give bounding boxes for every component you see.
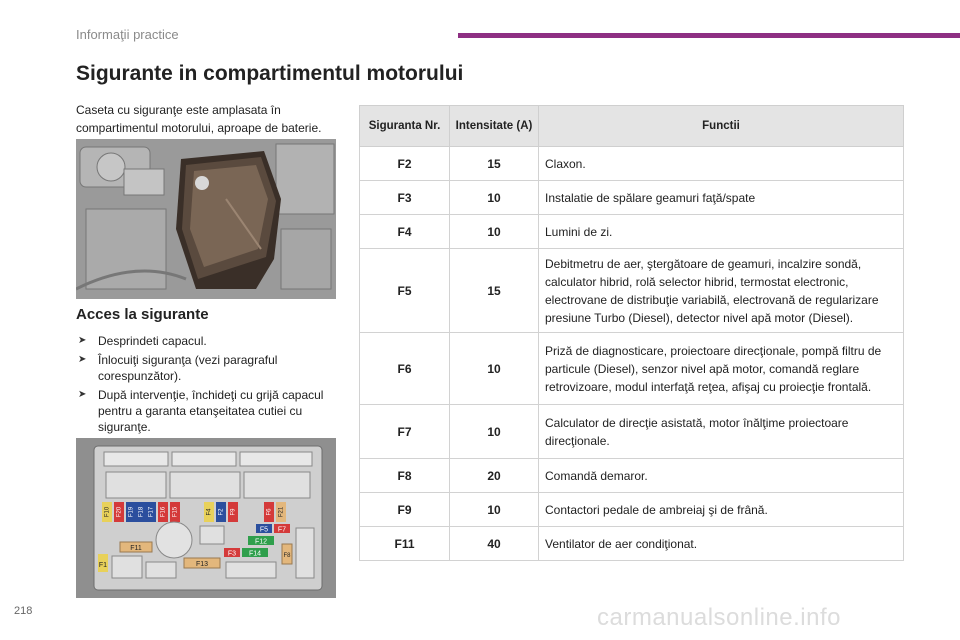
fuse-label: F19: [128, 506, 135, 518]
fuse-amperage: 10: [450, 333, 539, 405]
fuse-label: F4: [206, 508, 213, 516]
fuse-label: F20: [116, 506, 123, 518]
table-row: [360, 527, 904, 561]
fuse-label: F13: [195, 561, 209, 568]
table-row: [360, 249, 904, 333]
table-row: [360, 147, 904, 181]
fuse-number: F6: [360, 333, 450, 405]
fuse-function: Ventilator de aer condiţionat.: [539, 527, 904, 561]
fuse-number: F5: [360, 249, 450, 333]
access-steps-list: [76, 333, 338, 438]
table-row: [360, 181, 904, 215]
watermark: carmanualsonline.info: [597, 604, 841, 631]
table-row: [360, 333, 904, 405]
table-row: [360, 215, 904, 249]
fuse-label: F17: [148, 506, 155, 518]
fuse-amperage: 10: [450, 215, 539, 249]
list-item: ➤ După intervenţie, închideţi cu grijă capacul pentru a garanta etanşeitatea cutiei cu siguranţe.: [78, 388, 324, 434]
fuse-label: F16: [160, 506, 167, 518]
page-number: 218: [14, 605, 33, 617]
fuse-label: F11: [130, 545, 142, 552]
section-header: Informaţii practice: [76, 27, 179, 42]
fuse-function: Claxon.: [539, 147, 904, 181]
fuse-number: F2: [360, 147, 450, 181]
fuse-amperage: 40: [450, 527, 539, 561]
fuse-amperage: 10: [450, 493, 539, 527]
fuse-number: F4: [360, 215, 450, 249]
column-header-fuse: Siguranta Nr.: [360, 106, 450, 147]
fuse-label: F3: [227, 550, 237, 558]
table-row: [360, 405, 904, 459]
fuse-function: Lumini de zi.: [539, 215, 904, 249]
fuse-label: F7: [277, 526, 287, 534]
arrow-bullet-icon: ➤: [78, 354, 87, 365]
fuse-amperage: 10: [450, 405, 539, 459]
fuse-amperage: 15: [450, 147, 539, 181]
fuse-label: F6: [266, 508, 273, 516]
list-item: ➤ Desprindeti capacul.: [78, 334, 207, 348]
page-title: Sigurante in compartimentul motorului: [76, 62, 464, 85]
fuse-label: F9: [230, 508, 237, 516]
fuse-number: F11: [360, 527, 450, 561]
fuse-function: Instalatie de spălare geamuri faţă/spate: [539, 181, 904, 215]
header-accent-bar: [458, 33, 960, 38]
fuse-label: F10: [104, 506, 111, 518]
fuse-label: F1: [98, 562, 108, 569]
list-item: ➤ Înlocuiţi siguranţa (vezi paragraful corespunzător).: [78, 353, 278, 383]
fuse-label: F2: [218, 508, 225, 516]
fuse-number: F7: [360, 405, 450, 459]
table-header-row: [360, 106, 904, 147]
intro-text: Caseta cu siguranţe este amplasata în compartimentul motorului, aproape de baterie.: [76, 103, 322, 135]
access-subtitle: Acces la sigurante: [76, 306, 209, 323]
fuse-label: F5: [259, 526, 269, 534]
fuse-box-diagram: [76, 438, 336, 598]
fuse-label: F8: [283, 553, 291, 559]
table-row: [360, 459, 904, 493]
fuse-label: F21: [278, 506, 285, 518]
table-row: [360, 493, 904, 527]
fuse-function: Calculator de direcţie asistată, motor înălţime proiectoare direcţionale.: [539, 405, 904, 459]
fuse-label: F14: [248, 550, 262, 558]
fuse-function: Contactori pedale de ambreiaj şi de frână.: [539, 493, 904, 527]
column-header-amperage: Intensitate (A): [450, 106, 539, 147]
fuse-function: Debitmetru de aer, ştergătoare de geamuri, incalzire sondă, calculator hibrid, rolă selector hibrid, termostat electronic, electrovane de distribuţie variabilă, electrovană de regularizare presiune Turbo (Diesel), detector nivel apă motor (Diesel).: [539, 249, 904, 333]
fuse-label: F15: [172, 506, 179, 518]
fuse-label: F12: [254, 538, 268, 546]
fuse-number: F9: [360, 493, 450, 527]
engine-compartment-illustration: [76, 139, 336, 299]
arrow-bullet-icon: ➤: [78, 335, 87, 346]
fuse-number: F8: [360, 459, 450, 493]
column-header-functions: Functii: [539, 106, 904, 147]
fuse-amperage: 10: [450, 181, 539, 215]
fuse-number: F3: [360, 181, 450, 215]
fuse-label: F18: [138, 506, 145, 518]
fuse-amperage: 15: [450, 249, 539, 333]
fuse-amperage: 20: [450, 459, 539, 493]
fuse-table: [359, 105, 904, 561]
arrow-bullet-icon: ➤: [78, 389, 87, 400]
fuse-function: Priză de diagnosticare, proiectoare direcţionale, pompă filtru de particule (Diesel), senzor nivel apă motor, comandă reglare retrovizoare, modul interfaţă reţea, afişaj cu proiecţie frontală.: [539, 333, 904, 405]
fuse-function: Comandă demaror.: [539, 459, 904, 493]
